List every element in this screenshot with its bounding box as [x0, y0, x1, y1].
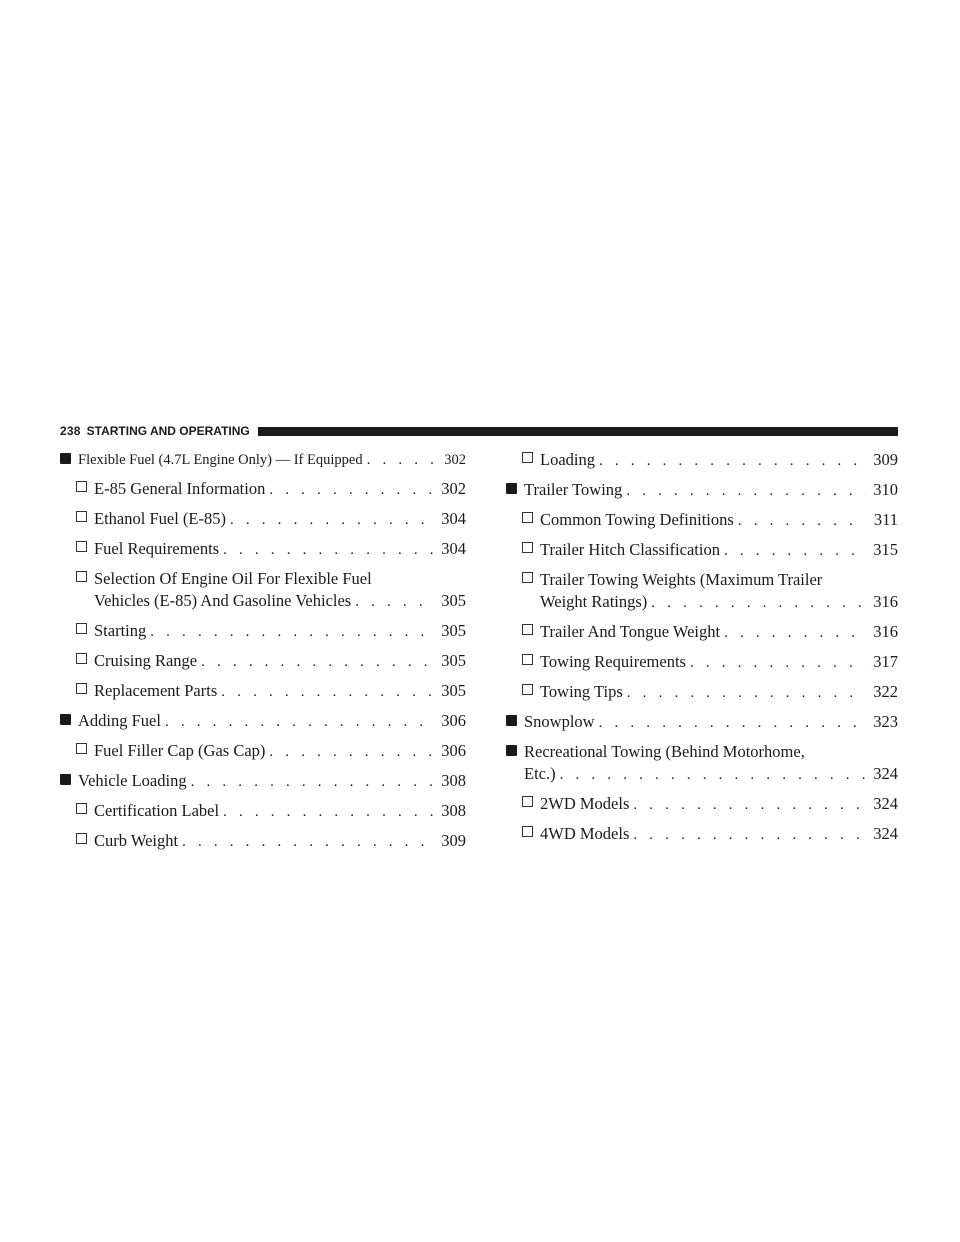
dot-leader [355, 591, 434, 613]
toc-entry-title: Starting [94, 621, 147, 640]
toc-entry-title: Towing Requirements [540, 652, 686, 671]
toc-left-column [60, 449, 466, 860]
hollow-square-bullet-icon [522, 449, 538, 471]
toc-entry-title: Fuel Requirements [94, 539, 220, 558]
toc-entry[interactable] [506, 823, 898, 846]
section-title: STARTING AND OPERATING [86, 424, 250, 438]
dot-leader [150, 621, 434, 643]
toc-page-number: 304 [441, 509, 466, 528]
toc-entry[interactable] [60, 650, 466, 673]
toc-entry-title: 4WD Models [540, 824, 630, 843]
toc-entry[interactable] [60, 568, 466, 613]
dot-leader [223, 801, 434, 823]
dot-leader [599, 712, 866, 734]
hollow-square-bullet-icon [76, 740, 92, 762]
toc-page-number: 302 [444, 452, 466, 468]
toc-entry[interactable] [506, 741, 898, 786]
toc-page-number: 310 [873, 480, 898, 499]
dot-leader [223, 539, 434, 561]
hollow-square-bullet-icon [76, 568, 92, 590]
filled-square-bullet-icon [506, 479, 522, 501]
hollow-square-bullet-icon [76, 620, 92, 642]
toc-entry[interactable] [60, 830, 466, 853]
toc-page-number: 305 [441, 621, 466, 640]
dot-leader [724, 540, 866, 562]
hollow-square-bullet-icon [522, 681, 538, 703]
hollow-square-bullet-icon [76, 538, 92, 560]
toc-page-number: 324 [873, 764, 898, 783]
dot-leader [724, 622, 866, 644]
toc-entry-title: Weight Ratings) [540, 592, 648, 611]
toc-entry[interactable] [60, 508, 466, 531]
dot-leader [627, 682, 866, 704]
dot-leader [165, 711, 434, 733]
dot-leader [651, 592, 866, 614]
toc-entry[interactable] [60, 538, 466, 561]
toc-entry-title: Loading [540, 450, 595, 469]
toc-entry-title: Common Towing Definitions [540, 510, 734, 529]
dot-leader [633, 794, 866, 816]
hollow-square-bullet-icon [76, 478, 92, 500]
header-rule [258, 427, 898, 436]
toc-page-number: 308 [441, 771, 466, 790]
hollow-square-bullet-icon [522, 509, 538, 531]
toc-entry[interactable] [506, 651, 898, 674]
filled-square-bullet-icon [506, 741, 522, 763]
toc-page-number: 308 [441, 801, 466, 820]
toc-entry-title: Cruising Range [94, 651, 198, 670]
toc-entry-title: Vehicle Loading [78, 771, 187, 790]
toc-page-number: 316 [873, 622, 898, 641]
toc-page-number: 306 [441, 711, 466, 730]
dot-leader [599, 450, 866, 472]
toc-entry-title: Recreational Towing (Behind Motorhome, [524, 742, 805, 761]
filled-square-bullet-icon [60, 449, 76, 471]
toc-entry-title: Replacement Parts [94, 681, 218, 700]
hollow-square-bullet-icon [76, 800, 92, 822]
toc-entry-title: Fuel Filler Cap (Gas Cap) [94, 741, 266, 760]
toc-entry-title: Adding Fuel [78, 711, 161, 730]
toc-page-number: 317 [873, 652, 898, 671]
dot-leader [690, 652, 866, 674]
toc-entry-title: Snowplow [524, 712, 595, 731]
hollow-square-bullet-icon [522, 823, 538, 845]
page-header [60, 422, 898, 440]
toc-entry[interactable] [506, 569, 898, 614]
toc-entry[interactable] [60, 710, 466, 733]
toc-right-column [506, 449, 898, 853]
hollow-square-bullet-icon [76, 650, 92, 672]
toc-entry[interactable] [506, 449, 898, 472]
dot-leader [269, 479, 434, 501]
hollow-square-bullet-icon [522, 793, 538, 815]
toc-page-number: 315 [873, 540, 898, 559]
filled-square-bullet-icon [506, 711, 522, 733]
toc-entry-title: Curb Weight [94, 831, 179, 850]
toc-page-number: 311 [873, 510, 898, 529]
toc-page-number: 323 [873, 712, 898, 731]
toc-entry-title: Trailer Towing Weights (Maximum Trailer [540, 570, 823, 589]
dot-leader [633, 824, 866, 846]
toc-entry-title: Vehicles (E-85) And Gasoline Vehicles [94, 591, 352, 610]
toc-page-number: 316 [873, 592, 898, 611]
toc-page-number: 322 [873, 682, 898, 701]
toc-entry-title: Certification Label [94, 801, 220, 820]
toc-entry[interactable] [506, 509, 898, 532]
dot-leader [738, 510, 866, 532]
hollow-square-bullet-icon [76, 508, 92, 530]
toc-page-number: 324 [873, 824, 898, 843]
toc-page-number: 324 [873, 794, 898, 813]
toc-entry[interactable] [506, 711, 898, 734]
toc-entry[interactable] [506, 681, 898, 704]
toc-entry[interactable] [506, 479, 898, 502]
dot-leader [626, 480, 866, 502]
dot-leader [367, 449, 434, 471]
toc-entry[interactable] [60, 449, 466, 471]
toc-page-number: 305 [441, 591, 466, 610]
toc-page-number: 306 [441, 741, 466, 760]
toc-entry-title: Trailer Towing [524, 480, 623, 499]
toc-page-number: 305 [441, 651, 466, 670]
hollow-square-bullet-icon [76, 680, 92, 702]
filled-square-bullet-icon [60, 770, 76, 792]
toc-entry[interactable] [60, 620, 466, 643]
toc-entry-title: E-85 General Information [94, 479, 266, 498]
toc-page-number: 305 [441, 681, 466, 700]
toc-entry[interactable] [60, 800, 466, 823]
toc-page-number: 309 [441, 831, 466, 850]
toc-entry[interactable] [506, 793, 898, 816]
toc-entry[interactable] [60, 478, 466, 501]
dot-leader [221, 681, 434, 703]
dot-leader [201, 651, 434, 673]
dot-leader [230, 509, 434, 531]
toc-entry[interactable] [60, 680, 466, 703]
toc-page-number: 304 [441, 539, 466, 558]
toc-entry[interactable] [60, 740, 466, 763]
page-number: 238 [60, 424, 81, 438]
toc-entry[interactable] [506, 621, 898, 644]
toc-entry-title: Selection Of Engine Oil For Flexible Fuel [94, 569, 372, 588]
toc-entry[interactable] [506, 539, 898, 562]
hollow-square-bullet-icon [522, 569, 538, 591]
toc-page-number: 302 [441, 479, 466, 498]
toc-entry-title: Ethanol Fuel (E-85) [94, 509, 226, 528]
hollow-square-bullet-icon [522, 539, 538, 561]
toc-entry-title: Trailer And Tongue Weight [540, 622, 721, 641]
dot-leader [560, 764, 866, 786]
filled-square-bullet-icon [60, 710, 76, 732]
toc-entry-title: Etc.) [524, 764, 556, 783]
toc-entry[interactable] [60, 770, 466, 793]
toc-entry-title: Towing Tips [540, 682, 623, 701]
toc-entry-title: 2WD Models [540, 794, 630, 813]
dot-leader [269, 741, 434, 763]
hollow-square-bullet-icon [76, 830, 92, 852]
dot-leader [191, 771, 434, 793]
hollow-square-bullet-icon [522, 651, 538, 673]
toc-entry-title: Flexible Fuel (4.7L Engine Only) — If Equipped [78, 452, 363, 468]
toc-page-number: 309 [873, 450, 898, 469]
dot-leader [182, 831, 434, 853]
hollow-square-bullet-icon [522, 621, 538, 643]
toc-entry-title: Trailer Hitch Classification [540, 540, 720, 559]
